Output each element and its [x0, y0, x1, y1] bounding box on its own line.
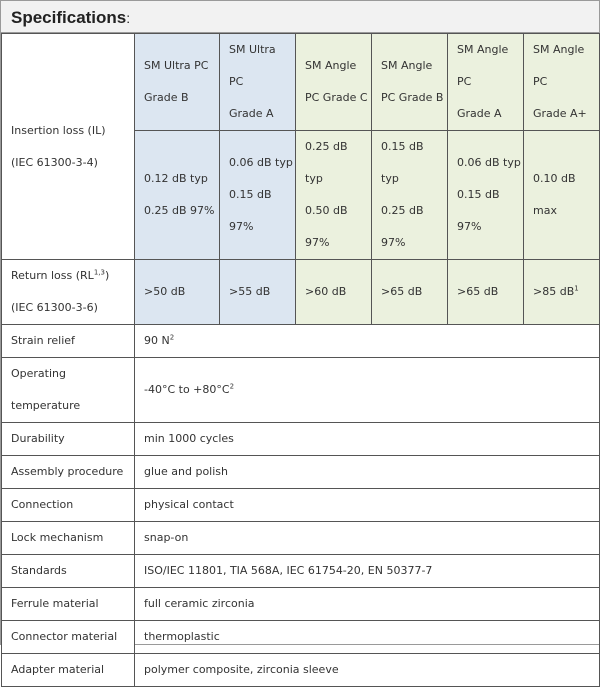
spec-row [2, 621, 600, 654]
column-header: SM Angle PC Grade A+ [524, 34, 600, 131]
header-row [2, 34, 600, 131]
insertion-loss-standard: (IEC 61300-3-4) [11, 155, 98, 169]
spec-value: min 1000 cycles [135, 423, 600, 456]
specifications-table [1, 33, 600, 687]
insertion-loss-label: Insertion loss (IL) [11, 123, 106, 137]
return-loss-value: >60 dB [296, 260, 372, 325]
spec-value: glue and polish [135, 456, 600, 489]
spec-row [2, 325, 600, 358]
insertion-loss-value: 0.12 dB typ 0.25 dB 97% [135, 131, 220, 260]
column-header: SM Angle PC Grade A [448, 34, 524, 131]
specifications-header [1, 1, 599, 33]
return-loss-value: >50 dB [135, 260, 220, 325]
insertion-loss-value: 0.06 dB typ 0.15 dB 97% [448, 131, 524, 260]
spec-row [2, 588, 600, 621]
insertion-loss-value: 0.25 dB typ 0.50 dB 97% [296, 131, 372, 260]
spec-row [2, 522, 600, 555]
spec-value: full ceramic zirconia [135, 588, 600, 621]
spec-row [2, 489, 600, 522]
insertion-loss-value: 0.10 dB max [524, 131, 600, 260]
spec-value: ISO/IEC 11801, TIA 568A, IEC 61754-20, EN 50377-7 [135, 555, 600, 588]
spec-label: Strain relief [2, 325, 135, 358]
spec-row [2, 654, 600, 687]
spec-row [2, 555, 600, 588]
insertion-loss-label-cell [2, 34, 135, 260]
column-header: SM Angle PC Grade B [372, 34, 448, 131]
spec-value: 90 $N^2$ [135, 325, 600, 358]
spec-label: Lock mechanism [2, 522, 135, 555]
return-loss-value: >85 $dB^1$ [524, 260, 600, 325]
insertion-loss-value: 0.15 dB typ 0.25 dB 97% [372, 131, 448, 260]
spec-value: thermoplastic [135, 621, 600, 654]
return-loss-standard: (IEC 61300-3-6) [11, 301, 98, 314]
page-title: Specifications [11, 8, 127, 27]
spec-label: Operating temperature [2, 358, 135, 423]
column-header: SM Ultra PC Grade A [220, 34, 296, 131]
spec-label: Connector material [2, 621, 135, 654]
spec-label: Durability [2, 423, 135, 456]
spec-value: physical contact [135, 489, 600, 522]
spec-value: snap-on [135, 522, 600, 555]
return-loss-row [2, 260, 600, 325]
insertion-loss-value: 0.06 dB typ 0.15 dB 97% [220, 131, 296, 260]
return-loss-value: >65 dB [448, 260, 524, 325]
spec-value: polymer composite, zirconia sleeve [135, 654, 600, 687]
column-header: SM Angle PC Grade C [296, 34, 372, 131]
spec-label: Ferrule material [2, 588, 135, 621]
spec-label: Assembly procedure [2, 456, 135, 489]
spec-value: -40°C to $+80^\circ C^2$ [135, 358, 600, 423]
return-loss-label: Return loss (RL$^{1,3}$) [11, 268, 110, 282]
title-colon: : [126, 10, 131, 26]
spec-label: Standards [2, 555, 135, 588]
spec-row [2, 456, 600, 489]
spec-label: Adapter material [2, 654, 135, 687]
spec-row [2, 423, 600, 456]
return-loss-label-cell [2, 260, 135, 325]
column-header: SM Ultra PC Grade B [135, 34, 220, 131]
spec-row [2, 358, 600, 423]
return-loss-value: >65 dB [372, 260, 448, 325]
spec-label: Connection [2, 489, 135, 522]
return-loss-value: >55 dB [220, 260, 296, 325]
